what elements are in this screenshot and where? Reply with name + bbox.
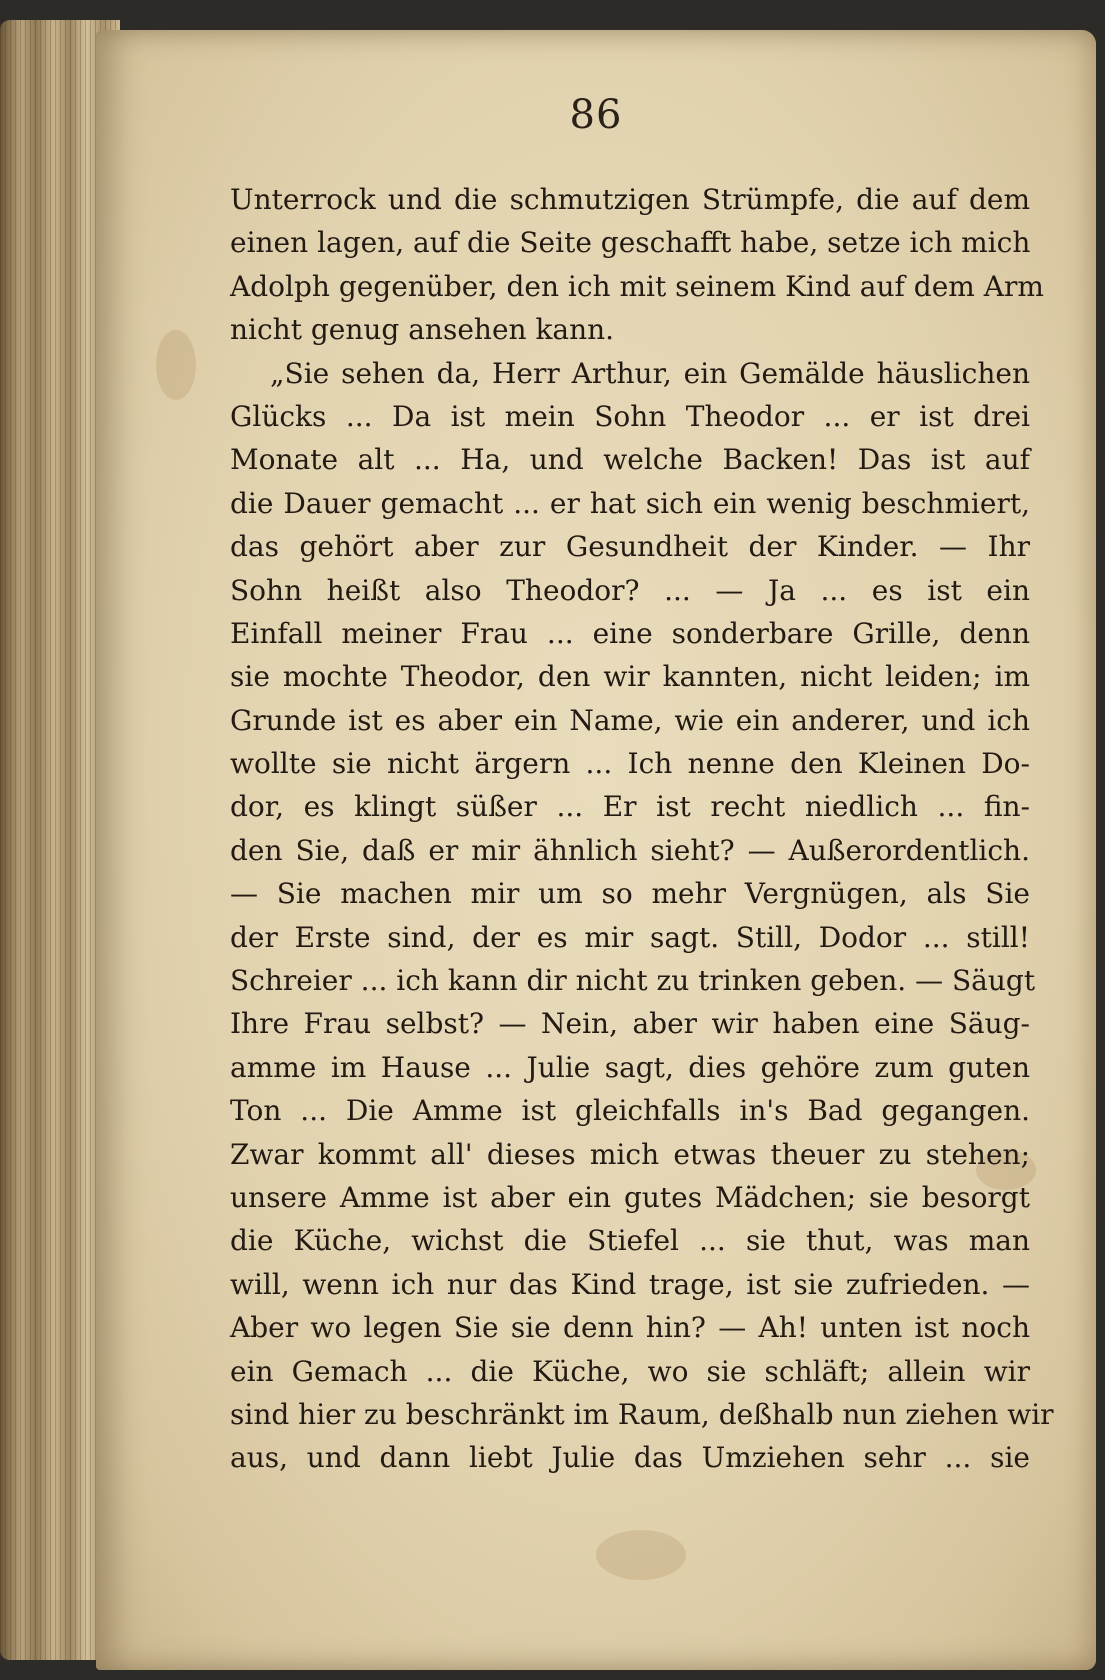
- text-line: sie mochte Theodor, den wir kannten, nicht leiden; im: [230, 660, 1030, 694]
- text-line: Ton ... Die Amme ist gleichfalls in's Bad gegangen.: [230, 1094, 1030, 1128]
- paper-stain: [596, 1530, 686, 1580]
- text-line: wollte sie nicht ärgern ... Ich nenne den Kleinen Do-: [230, 747, 1030, 781]
- text-line: das gehört aber zur Gesundheit der Kinder. — Ihr: [230, 530, 1030, 564]
- text-line: Adolph gegenüber, den ich mit seinem Kind auf dem Arm: [230, 269, 1044, 303]
- text-line: Zwar kommt all' dieses mich etwas theuer zu stehen;: [230, 1137, 1030, 1171]
- text-line: Schreier ... ich kann dir nicht zu trinken geben. — Säugt: [230, 964, 1036, 998]
- text-line: Ihre Frau selbst? — Nein, aber wir haben eine Säug-: [230, 1007, 1030, 1041]
- text-line: den Sie, daß er mir ähnlich sieht? — Außerordentlich.: [230, 833, 1030, 867]
- paper-stain: [156, 330, 196, 400]
- text-line: ein Gemach ... die Küche, wo sie schläft; allein wir: [230, 1354, 1030, 1388]
- book-page: [96, 30, 1096, 1670]
- text-line: nicht genug ansehen kann.: [230, 313, 615, 347]
- text-line: Monate alt ... Ha, und welche Backen! Das ist auf: [230, 443, 1030, 477]
- text-line: Grunde ist es aber ein Name, wie ein anderer, und ich: [230, 703, 1030, 737]
- text-line: amme im Hause ... Julie sagt, dies gehöre zum guten: [230, 1050, 1030, 1084]
- text-line: unsere Amme ist aber ein gutes Mädchen; sie besorgt: [230, 1180, 1030, 1214]
- text-line: Unterrock und die schmutzigen Strümpfe, die auf dem: [230, 183, 1030, 216]
- body-text: [230, 178, 1054, 1480]
- page-number: 86: [569, 92, 623, 138]
- text-line: einen lagen, auf die Seite geschafft habe, setze ich mich: [230, 226, 1031, 260]
- text-line: will, wenn ich nur das Kind trage, ist sie zufrieden. —: [230, 1267, 1030, 1301]
- text-line: Glücks ... Da ist mein Sohn Theodor ... er ist drei: [230, 399, 1030, 433]
- text-line: Sohn heißt also Theodor? ... — Ja ... es ist ein: [230, 573, 1030, 607]
- text-line: Aber wo legen Sie sie denn hin? — Ah! unten ist noch: [230, 1311, 1030, 1345]
- text-line: aus, und dann liebt Julie das Umziehen sehr ... sie: [230, 1441, 1030, 1475]
- text-line: sind hier zu beschränkt im Raum, deßhalb nun ziehen wir: [230, 1397, 1054, 1431]
- text-line: — Sie machen mir um so mehr Vergnügen, als Sie: [230, 877, 1030, 911]
- text-line: der Erste sind, der es mir sagt. Still, Dodor ... still!: [230, 920, 1030, 954]
- text-line: Einfall meiner Frau ... eine sonderbare Grille, denn: [230, 616, 1030, 650]
- text-line: dor, es klingt süßer ... Er ist recht niedlich ... fin-: [230, 790, 1030, 824]
- text-line: die Dauer gemacht ... er hat sich ein wenig beschmiert,: [230, 486, 1030, 520]
- text-line: die Küche, wichst die Stiefel ... sie thut, was man: [230, 1224, 1030, 1258]
- text-line: „Sie sehen da, Herr Arthur, ein Gemälde häuslichen: [270, 356, 1030, 390]
